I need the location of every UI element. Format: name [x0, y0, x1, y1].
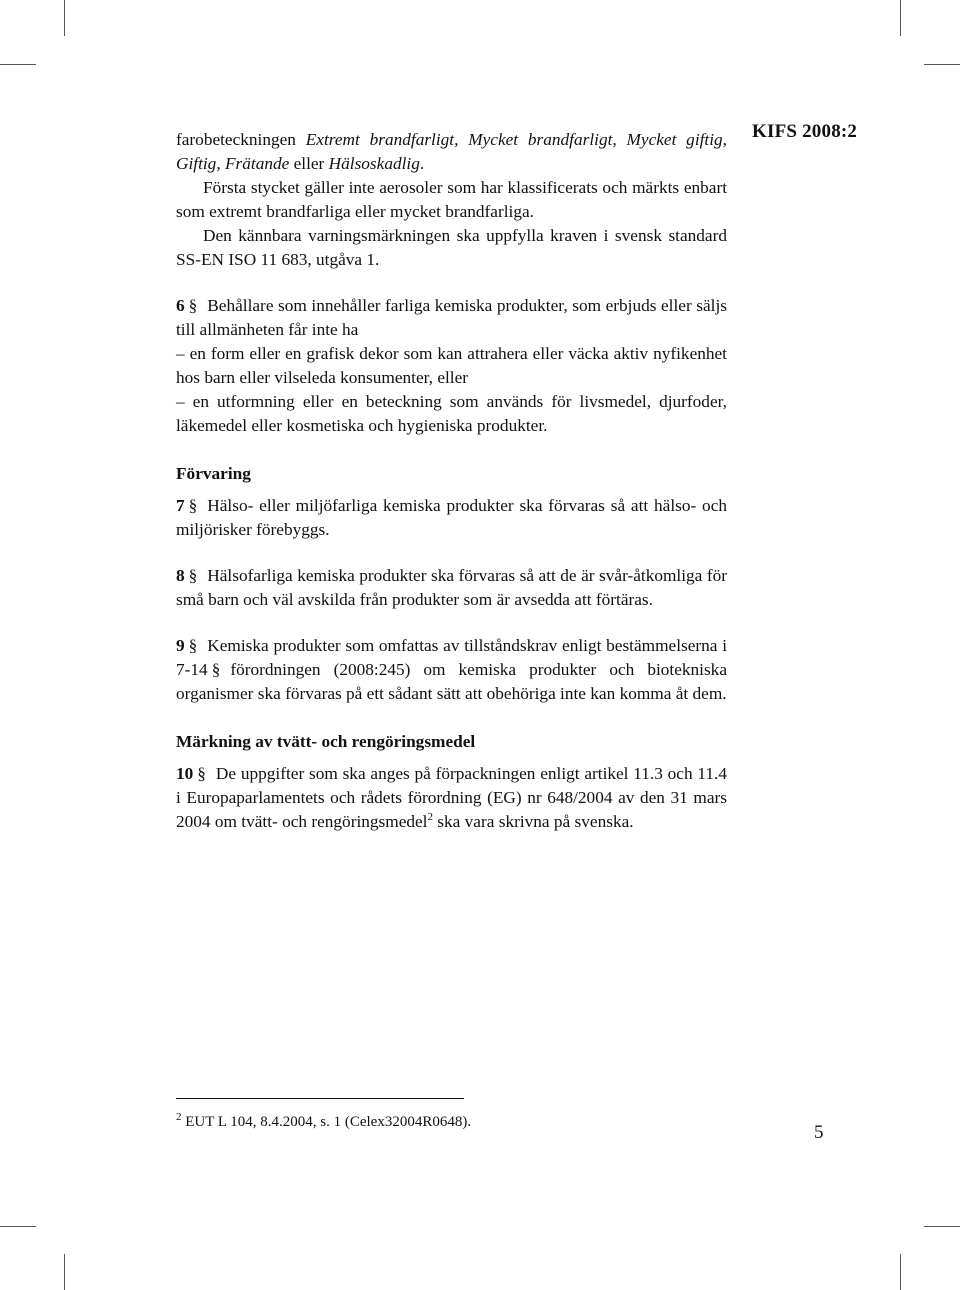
footnote-rule: [176, 1098, 464, 1099]
section-9: [176, 634, 727, 706]
section-symbol: §: [188, 496, 198, 515]
crop-mark-top-left: [64, 0, 65, 36]
section-symbol-2: §: [211, 660, 221, 679]
crop-mark-bottom-left: [64, 1254, 65, 1290]
intro-text: farobeteckningen: [176, 130, 306, 149]
section-symbol: §: [188, 566, 198, 585]
footnote-text: EUT L 104, 8.4.2004, s. 1 (Celex32004R0648).: [185, 1114, 472, 1130]
section-8-text: Hälsofarliga kemiska produkter ska förvaras så att de är svår-åtkomliga för små barn och väl avskilda från produkter som är avsedda att förtäras.: [176, 566, 727, 609]
intro-paragraph-1: [176, 128, 727, 176]
section-8: [176, 564, 727, 612]
crop-mark-bottom-left-h: [0, 1226, 36, 1227]
crop-mark-bottom-right-h: [924, 1226, 960, 1227]
section-6-text: Behållare som innehåller farliga kemiska produkter, som erbjuds eller säljs till allmänheten får inte ha: [176, 296, 727, 339]
document-body: [176, 128, 727, 834]
section-number: 7: [176, 496, 185, 515]
section-number: 9: [176, 636, 185, 655]
section-number: 6: [176, 296, 185, 315]
intro-paragraph-3: Den kännbara varningsmärkningen ska uppfylla kraven i svensk standard SS-EN ISO 11 683, utgåva 1.: [176, 226, 727, 269]
section-symbol: §: [188, 636, 198, 655]
section-10-text-a: De uppgifter som ska anges på förpackningen enligt artikel 11.3 och 11.4 i Europaparlamentets och rådets förordning (EG) nr 648/2004 av den 31 mars 2004 om tvätt- och rengöringsmedel: [176, 764, 727, 831]
intro-text-mid: eller: [289, 154, 329, 173]
section-symbol: §: [188, 296, 198, 315]
section-9-text-a: Kemiska produkter som omfattas av tillståndskrav enligt bestämmelserna i 7-14: [176, 636, 727, 679]
section-number: 10: [176, 764, 194, 783]
section-6: [176, 294, 727, 342]
intro-paragraph-2: Första stycket gäller inte aerosoler som har klassificerats och märkts enbart som extremt brandfarliga eller mycket brandfarliga.: [176, 178, 727, 221]
crop-mark-top-right: [900, 0, 901, 36]
heading-forvaring: Förvaring: [176, 464, 251, 483]
crop-mark-top-left-h: [0, 64, 36, 65]
page-number: 5: [814, 1122, 824, 1143]
section-9-text-b: förordningen (2008:245) om kemiska produkter och biotekniska organismer ska förvaras på ett sådant sätt att obehöriga inte kan komma åt dem.: [176, 660, 727, 703]
section-number: 8: [176, 566, 185, 585]
footnote-marker: 2: [176, 1111, 182, 1123]
crop-mark-top-right-h: [924, 64, 960, 65]
document-code: KIFS 2008:2: [752, 121, 858, 142]
intro-text-end: .: [419, 154, 425, 173]
intro-italic-terms: Extremt brandfarligt, Mycket brandfarligt, Mycket giftig, Giftig, Frätande: [176, 130, 727, 173]
section-6-item-1: – en form eller en grafisk dekor som kan attrahera eller väcka aktiv nyfikenhet hos barn eller vilseleda konsumenter, eller: [176, 344, 727, 387]
section-symbol: §: [197, 764, 206, 783]
intro-italic-term: Hälsoskadlig: [328, 154, 420, 173]
section-10: [176, 762, 727, 834]
heading-markning: Märkning av tvätt- och rengöringsmedel: [176, 732, 476, 751]
section-10-text-b: ska vara skrivna på svenska.: [432, 812, 634, 831]
crop-mark-bottom-right: [900, 1254, 901, 1290]
footnote-reference[interactable]: 2: [427, 811, 433, 824]
section-7: [176, 494, 727, 542]
footnote: [176, 1112, 471, 1132]
section-7-text: Hälso- eller miljöfarliga kemiska produkter ska förvaras så att hälso- och miljörisker förebyggs.: [176, 496, 727, 539]
section-6-item-2: – en utformning eller en beteckning som används för livsmedel, djurfoder, läkemedel eller kosmetiska och hygieniska produkter.: [176, 392, 727, 435]
